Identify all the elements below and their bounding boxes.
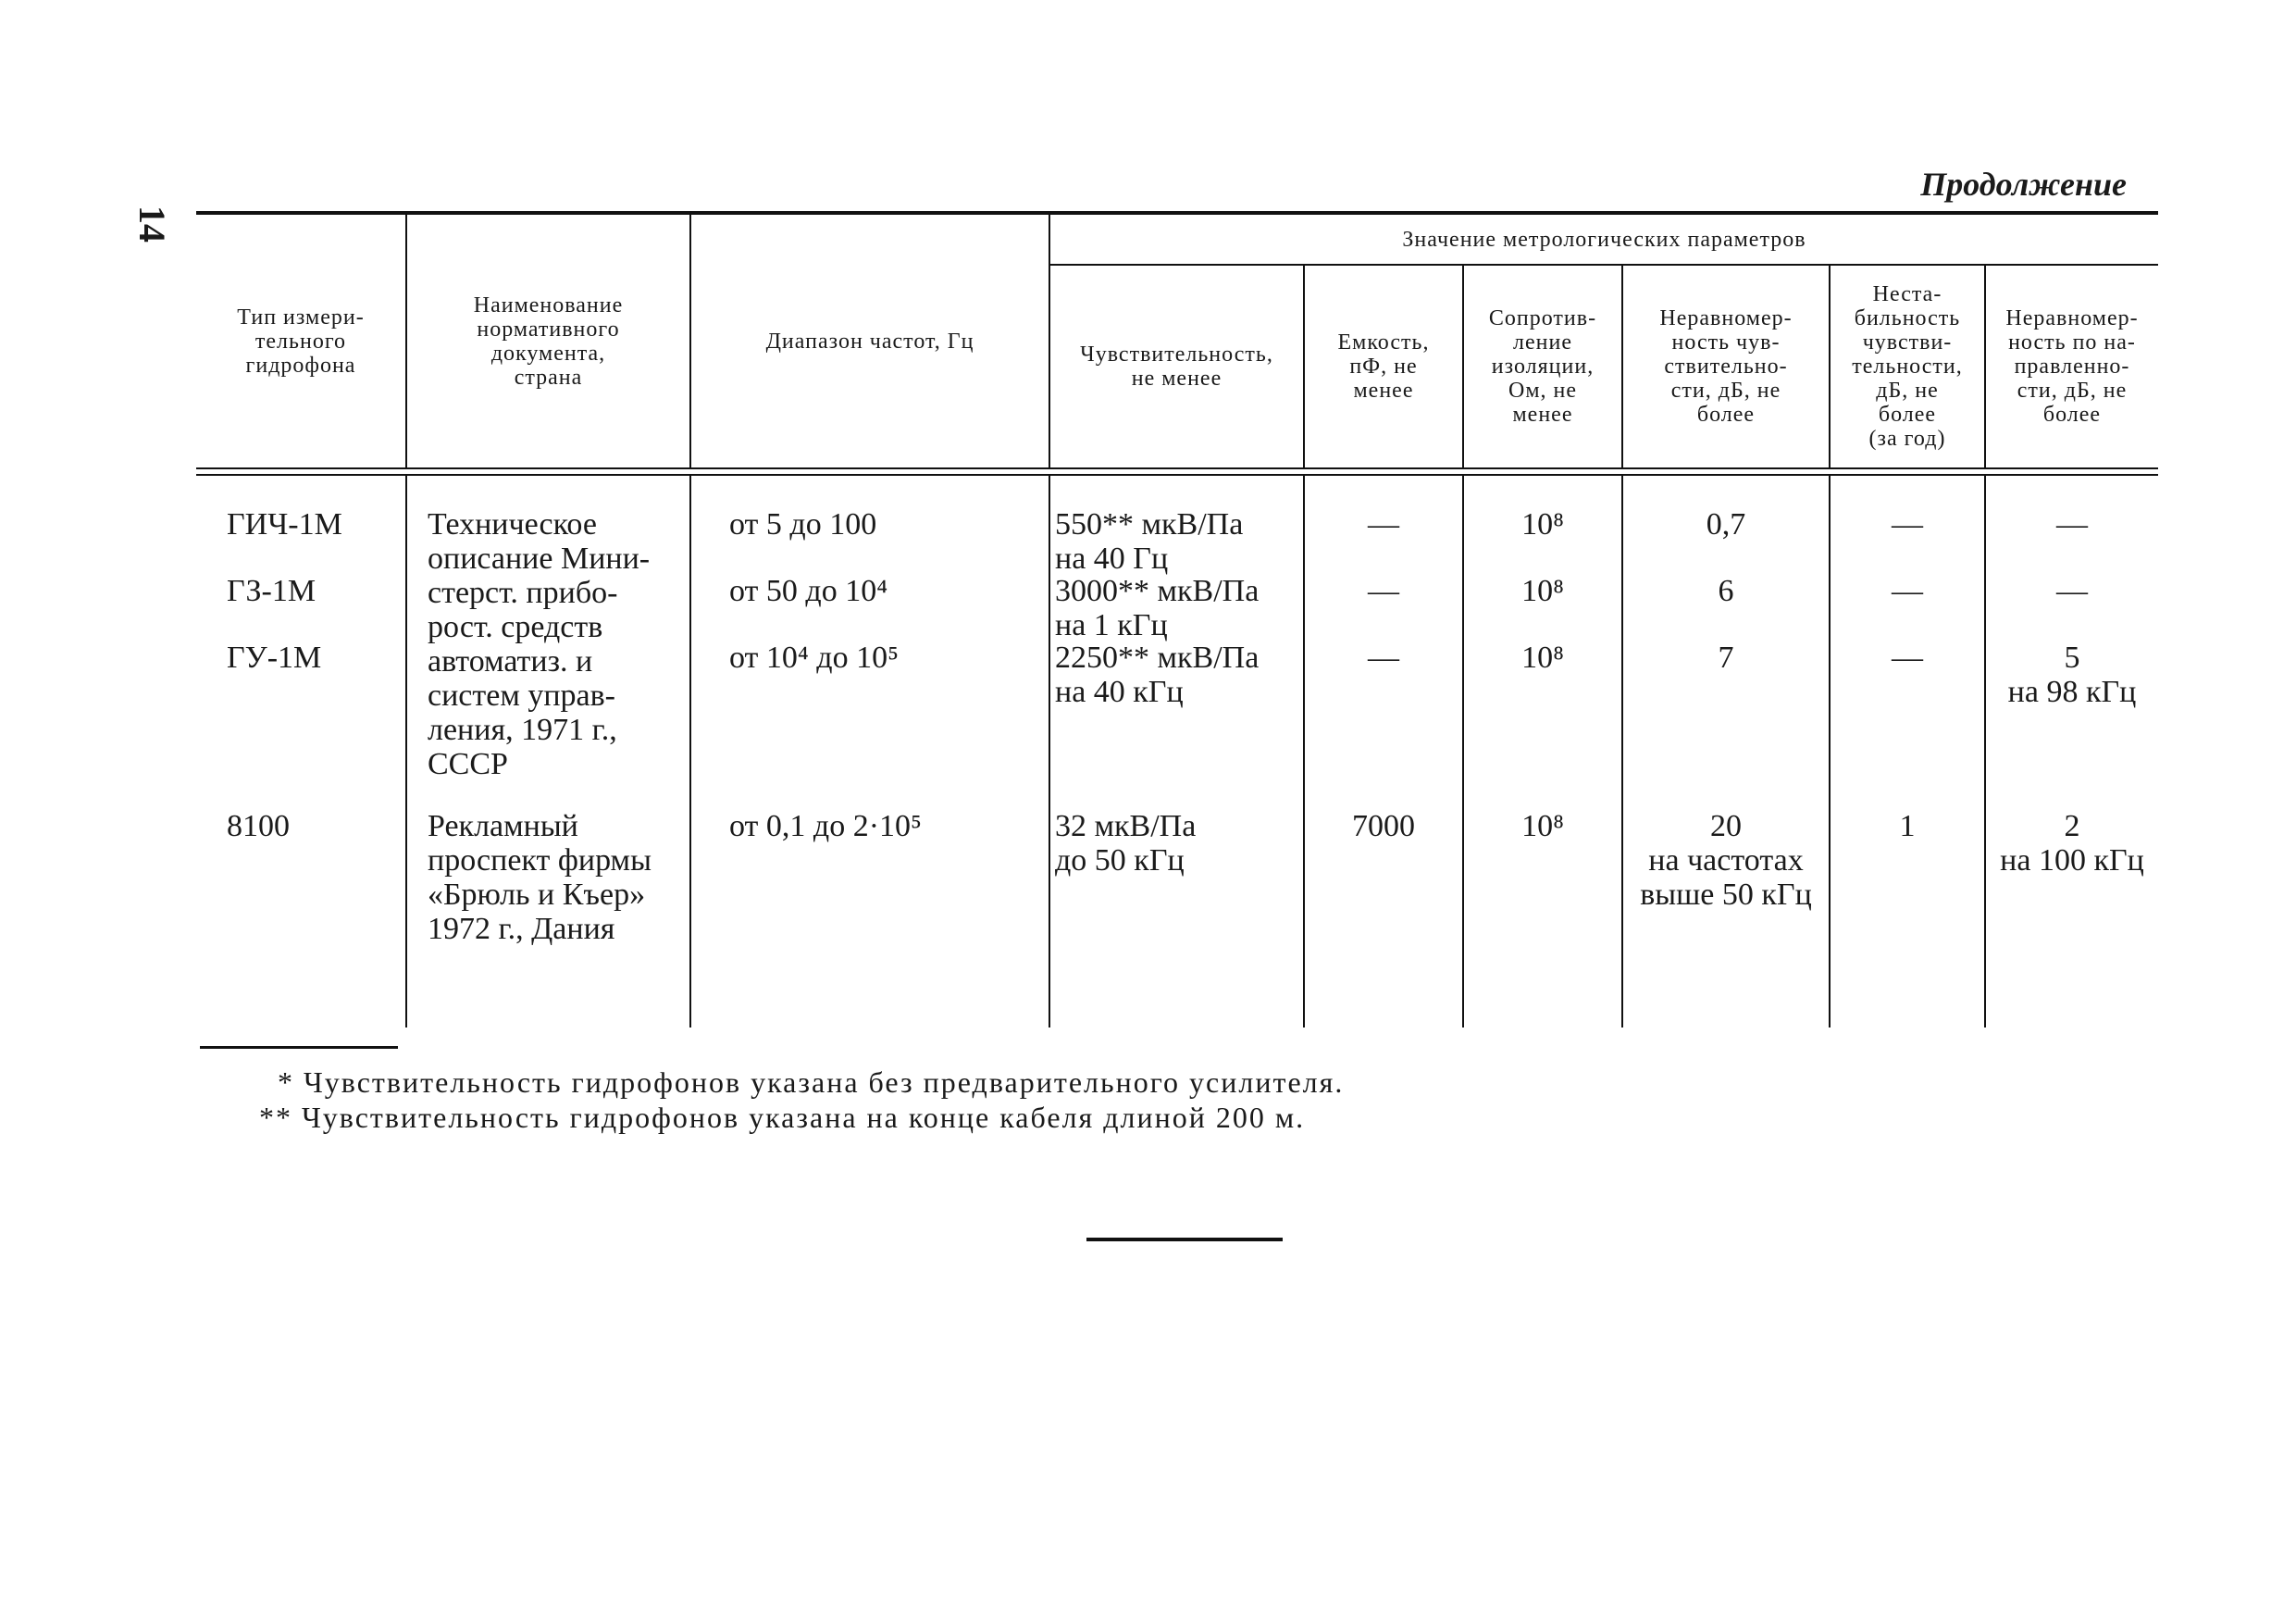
- table-row-1-range: от 5 до 100: [729, 507, 877, 542]
- body-col-divider-3: [1049, 476, 1050, 1027]
- table-row-3-capacitance: —: [1368, 641, 1399, 675]
- table-row-2-instability: —: [1892, 574, 1923, 608]
- table-row-2-nonuniform-sensitivity: 6: [1718, 574, 1734, 608]
- header-document: Наименование нормативного документа, страна: [473, 293, 624, 390]
- table-row-2-sensitivity: 3000** мкВ/Па на 1 кГц: [1055, 574, 1260, 642]
- table-row-3-instability: —: [1892, 641, 1923, 675]
- header-bottom-rule-2: [196, 474, 2158, 476]
- header-resistance: Сопротив- ление изоляции, Ом, не менее: [1488, 306, 1597, 427]
- footnote-2: ** Чувствительность гидрофонов указана на конце кабеля длиной 200 м.: [259, 1101, 1306, 1134]
- table-row-2-capacitance: —: [1368, 574, 1399, 608]
- table-row-4-sensitivity: 32 мкВ/Па до 50 кГц: [1055, 809, 1197, 878]
- table-row-4-nonuniform-sensitivity: 20 на частотах выше 50 кГц: [1640, 809, 1812, 912]
- body-col-divider-6: [1621, 476, 1623, 1027]
- table-row-4-type: 8100: [227, 809, 290, 843]
- header-bottom-rule-1: [196, 467, 2158, 469]
- closing-rule: [1086, 1238, 1283, 1241]
- table-row-1-capacitance: —: [1368, 507, 1399, 542]
- table-row-2-resistance: 10⁸: [1521, 574, 1564, 608]
- table-row-4-capacitance: 7000: [1352, 809, 1415, 843]
- header-instability: Неста- бильность чувстви- тельности, дБ, не более (за год): [1852, 282, 1963, 451]
- table-row-1-type: ГИЧ-1М: [227, 507, 342, 542]
- header-capacitance: Емкость, пФ, не менее: [1337, 330, 1430, 403]
- footnote-rule: [200, 1046, 398, 1049]
- table-row-1-nonuniform-sensitivity: 0,7: [1706, 507, 1746, 542]
- table-row-4-nonuniform-directivity: 2 на 100 кГц: [2000, 809, 2144, 878]
- body-col-divider-4: [1303, 476, 1305, 1027]
- body-col-divider-2: [689, 476, 691, 1027]
- table-row-1-instability: —: [1892, 507, 1923, 542]
- header-nonuniform-sensitivity: Неравномер- ность чув- ствительно- сти, дБ, не более: [1659, 306, 1793, 427]
- body-col-divider-1: [405, 476, 407, 1027]
- table-row-1-resistance: 10⁸: [1521, 507, 1564, 542]
- table-row-2-range: от 50 до 10⁴: [729, 574, 888, 608]
- table-row-4-instability: 1: [1899, 809, 1916, 843]
- table-row-1-sensitivity: 550** мкВ/Па на 40 Гц: [1055, 507, 1244, 576]
- table-row-2-nonuniform-directivity: —: [2056, 574, 2088, 608]
- table-row-4-document: Рекламный проспект фирмы «Брюль и Къер» 1972 г., Дания: [428, 809, 652, 946]
- table-row-3-range: от 10⁴ до 10⁵: [729, 641, 899, 675]
- header-nonuniform-directivity: Неравномер- ность по на- правленно- сти, дБ, не более: [2005, 306, 2139, 427]
- body-col-divider-5: [1462, 476, 1464, 1027]
- document-cell-group1: Техническое описание Мини- стерст. прибо- рост. средств автоматиз. и систем управ- ления, 1971 г., СССР: [428, 507, 651, 781]
- table-row-3-resistance: 10⁸: [1521, 641, 1564, 675]
- body-col-divider-8: [1984, 476, 1986, 1027]
- table-row-3-sensitivity: 2250** мкВ/Па на 40 кГц: [1055, 641, 1260, 709]
- table-row-3-nonuniform-sensitivity: 7: [1718, 641, 1734, 675]
- table-row-3-type: ГУ-1М: [227, 641, 322, 675]
- table-row-3-nonuniform-directivity: 5 на 98 кГц: [2007, 641, 2137, 709]
- table-row-2-type: ГЗ-1М: [227, 574, 316, 608]
- footnote-1: * Чувствительность гидрофонов указана без предварительного усилителя.: [278, 1065, 1345, 1099]
- table-row-4-resistance: 10⁸: [1521, 809, 1564, 843]
- header-range: Диапазон частот, Гц: [765, 329, 974, 354]
- page-number: 14: [131, 205, 173, 243]
- table-row-1-nonuniform-directivity: —: [2056, 507, 2088, 542]
- table-row-4-range: от 0,1 до 2·10⁵: [729, 809, 922, 843]
- continued-label: Продолжение: [1920, 166, 2127, 203]
- header-metro-group: Значение метрологических параметров: [1402, 227, 1806, 252]
- header-type: Тип измери- тельного гидрофона: [237, 305, 365, 378]
- body-col-divider-7: [1829, 476, 1831, 1027]
- header-sensitivity: Чувствительность, не менее: [1080, 342, 1273, 391]
